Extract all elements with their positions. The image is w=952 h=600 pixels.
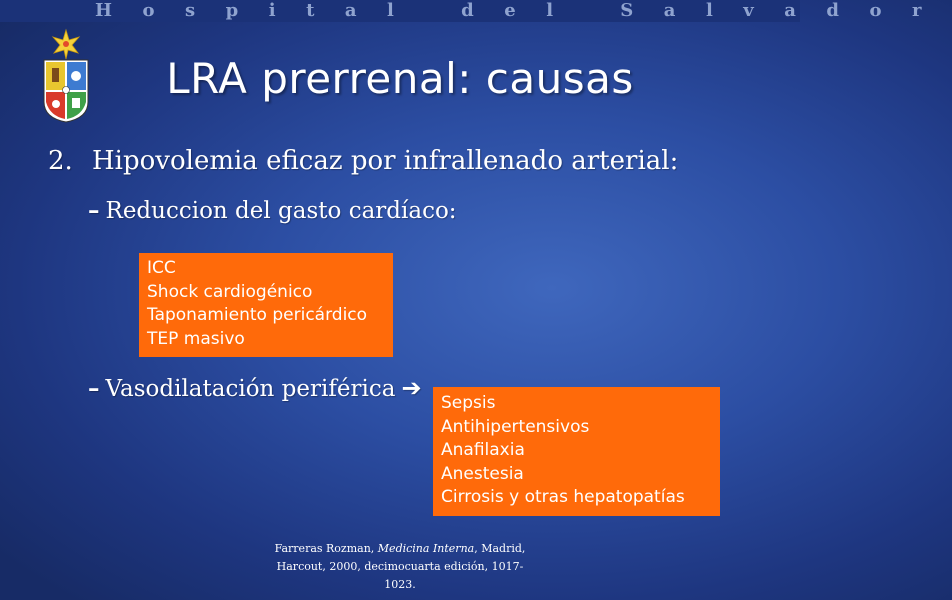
sub-item-cardiac-output	[88, 197, 457, 224]
list-item: Taponamiento pericárdico	[147, 305, 368, 325]
arrow-right-icon: ➔	[401, 374, 422, 402]
causes-box-vasodilation	[433, 387, 720, 516]
reference-author: Farreras Rozman,	[274, 542, 378, 555]
causes-box-cardiac	[139, 253, 393, 357]
numbered-item	[48, 146, 678, 176]
list-item: Anestesia	[441, 463, 524, 484]
list-item: Antihipertensivos	[441, 416, 590, 437]
institution-name: Hospital del Salvador	[95, 0, 952, 21]
sub-item-text: Reduccion del gasto cardíaco:	[105, 198, 457, 224]
list-item: Anafilaxia	[441, 440, 525, 460]
list-item: Shock cardiogénico	[147, 281, 313, 302]
list-item: ICC	[147, 258, 176, 278]
item-number: 2.	[48, 146, 73, 176]
slide-title: LRA prerrenal: causas	[166, 54, 634, 103]
list-item: Sepsis	[441, 393, 496, 413]
list-item: TEP masivo	[147, 328, 245, 349]
reference-line-3: 1023.	[384, 578, 416, 591]
dash-bullet: –	[88, 375, 100, 402]
reference-line-1	[260, 540, 540, 558]
dash-bullet: –	[88, 197, 100, 224]
reference-line-2: Harcout, 2000, decimocuarta edición, 1017-	[276, 560, 524, 573]
reference-place: , Madrid,	[474, 542, 526, 555]
header-strip	[0, 0, 952, 22]
list-item: Cirrosis y otras hepatopatías	[441, 487, 685, 507]
sub-item-vasodilation	[88, 374, 422, 402]
bibliographic-reference	[260, 540, 540, 594]
sub-item-text: Vasodilatación periférica	[105, 376, 396, 402]
reference-book-title: Medicina Interna	[377, 542, 475, 555]
item-text: Hipovolemia eficaz por infrallenado arterial:	[92, 146, 679, 176]
